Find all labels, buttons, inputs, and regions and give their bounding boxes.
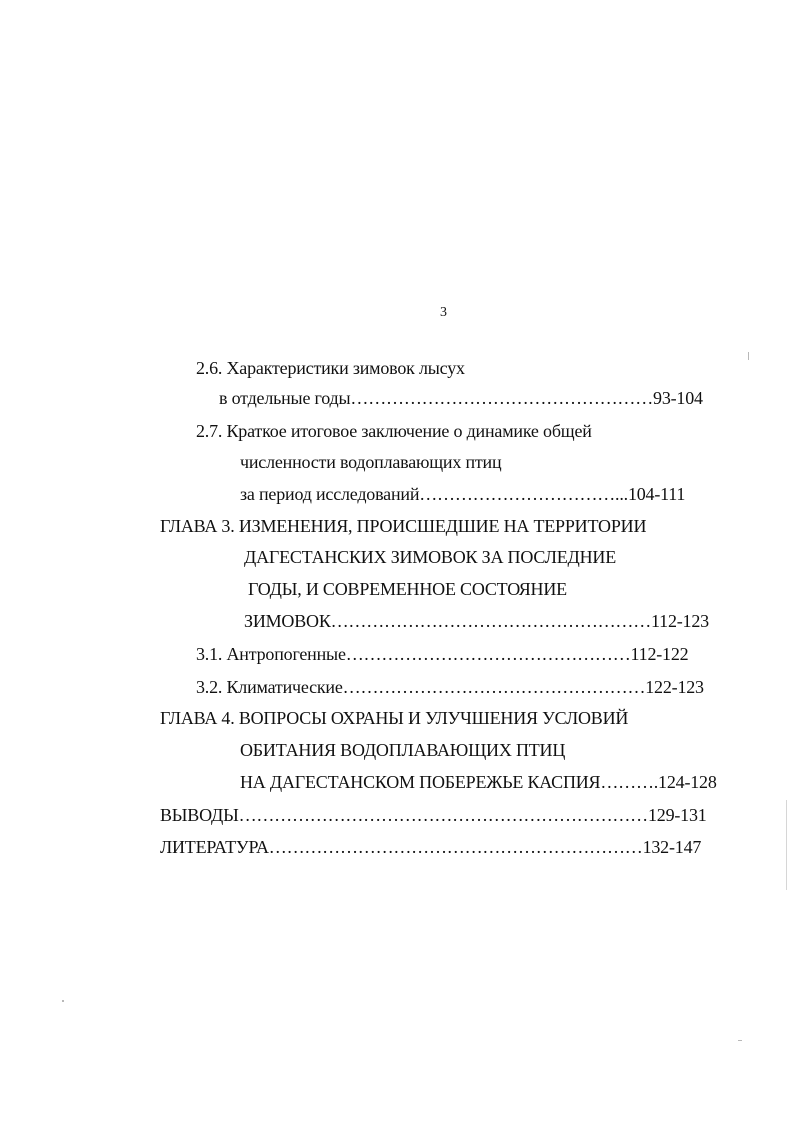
- scan-edge-line: [786, 800, 787, 890]
- page-number: 3: [440, 305, 447, 320]
- toc-chapter-3-pages: ЗИМОВОК………………………………………………112-123: [244, 611, 709, 631]
- toc-chapter-3-line2: ДАГЕСТАНСКИХ ЗИМОВОК ЗА ПОСЛЕДНИЕ: [244, 547, 616, 567]
- toc-literature: ЛИТЕРАТУРА………………………………………………………132-147: [160, 837, 702, 857]
- toc-conclusions: ВЫВОДЫ……………………………………………………………129-131: [160, 805, 707, 825]
- toc-chapter-4-title: ГЛАВА 4. ВОПРОСЫ ОХРАНЫ И УЛУЧШЕНИЯ УСЛОВИЙ: [160, 708, 629, 728]
- scan-speck: [62, 1000, 64, 1002]
- toc-chapter-4-pages: НА ДАГЕСТАНСКОМ ПОБЕРЕЖЬЕ КАСПИЯ……….124-128: [240, 772, 717, 792]
- toc-chapter-3-line3: ГОДЫ, И СОВРЕМЕННОЕ СОСТОЯНИЕ: [248, 579, 567, 599]
- toc-entry-2-6-title: 2.6. Характеристики зимовок лысух: [196, 358, 465, 378]
- toc-chapter-4-line2: ОБИТАНИЯ ВОДОПЛАВАЮЩИХ ПТИЦ: [240, 740, 566, 760]
- toc-entry-3-2: 3.2. Климатические……………………………………………122-123: [196, 677, 704, 697]
- toc-entry-2-7-title: 2.7. Краткое итоговое заключение о динамике общей: [196, 421, 592, 441]
- toc-entry-3-1: 3.1. Антропогенные…………………………………………112-122: [196, 644, 689, 664]
- scan-speck: [748, 352, 749, 360]
- toc-entry-2-6-pages: в отдельные годы……………………………………………93-104: [219, 388, 703, 408]
- scan-speck: [738, 1040, 742, 1041]
- toc-entry-2-7-pages: за период исследований……………………………...104-111: [240, 484, 686, 504]
- toc-chapter-3-title: ГЛАВА 3. ИЗМЕНЕНИЯ, ПРОИСШЕДШИЕ НА ТЕРРИТОРИИ: [160, 516, 647, 536]
- toc-entry-2-7-line2: численности водоплавающих птиц: [240, 452, 502, 472]
